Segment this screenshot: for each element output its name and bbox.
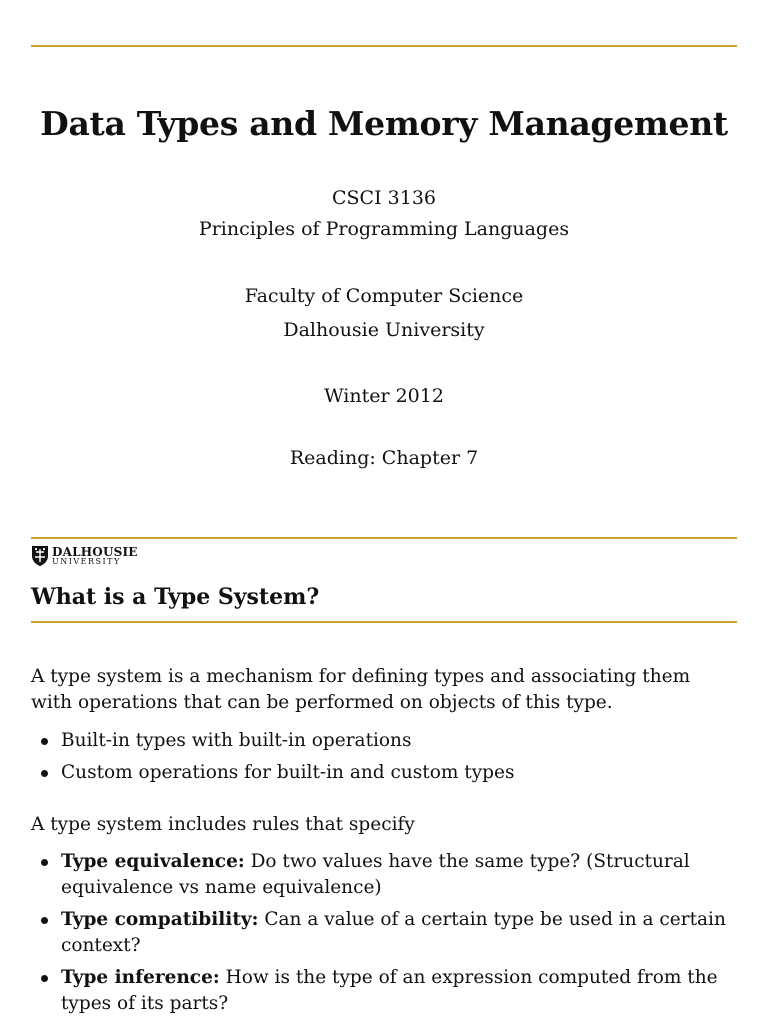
section-heading: What is a Type System? <box>31 584 320 610</box>
logo-subtitle: UNIVERSITY <box>52 557 121 566</box>
top-divider <box>31 45 737 47</box>
term: Winter 2012 <box>324 385 444 407</box>
bullet-icon <box>41 859 48 866</box>
rule-term: Type compatibility: <box>61 909 259 930</box>
list-item-text: Custom operations for built-in and custom types <box>61 762 515 783</box>
list-item <box>31 907 737 959</box>
rule-description: Can a value of a certain type be used in a certain context? <box>61 909 726 956</box>
bullet-icon <box>41 917 48 924</box>
rule-description: Do two values have the same type? (Structural equivalence vs name equivalence) <box>61 851 690 898</box>
faculty-name: Faculty of Computer Science <box>244 285 524 307</box>
list-item-text: Built-in types with built-in operations <box>61 730 412 751</box>
rules-bullet-list <box>31 849 737 1023</box>
intro-paragraph: A type system is a mechanism for defining types and associating them with operations that can be performed on objects of this type. <box>31 666 691 713</box>
rule-description: How is the type of an expression computed from the types of its parts? <box>61 967 718 1014</box>
course-code: CSCI 3136 <box>332 187 436 209</box>
course-name: Principles of Programming Languages <box>198 218 570 240</box>
rules-intro-paragraph: A type system includes rules that specify <box>31 814 415 835</box>
intro-bullet-list <box>31 728 737 792</box>
dalhousie-crest-icon <box>31 545 49 567</box>
university-name: Dalhousie University <box>283 319 485 341</box>
list-item <box>31 849 737 901</box>
rule-term: Type inference: <box>61 967 220 988</box>
rule-term: Type equivalence: <box>61 851 245 872</box>
slide-title: Data Types and Memory Management <box>40 104 728 143</box>
bullet-icon <box>41 738 48 745</box>
list-item <box>31 728 737 754</box>
reading-assignment: Reading: Chapter 7 <box>289 447 479 469</box>
university-logo <box>31 545 138 567</box>
list-item <box>31 760 737 786</box>
bullet-icon <box>41 975 48 982</box>
list-item <box>31 965 737 1017</box>
logo-wordmark: DALHOUSIE <box>52 545 138 559</box>
slide-divider <box>31 537 737 539</box>
bullet-icon <box>41 770 48 777</box>
heading-divider <box>31 621 737 623</box>
